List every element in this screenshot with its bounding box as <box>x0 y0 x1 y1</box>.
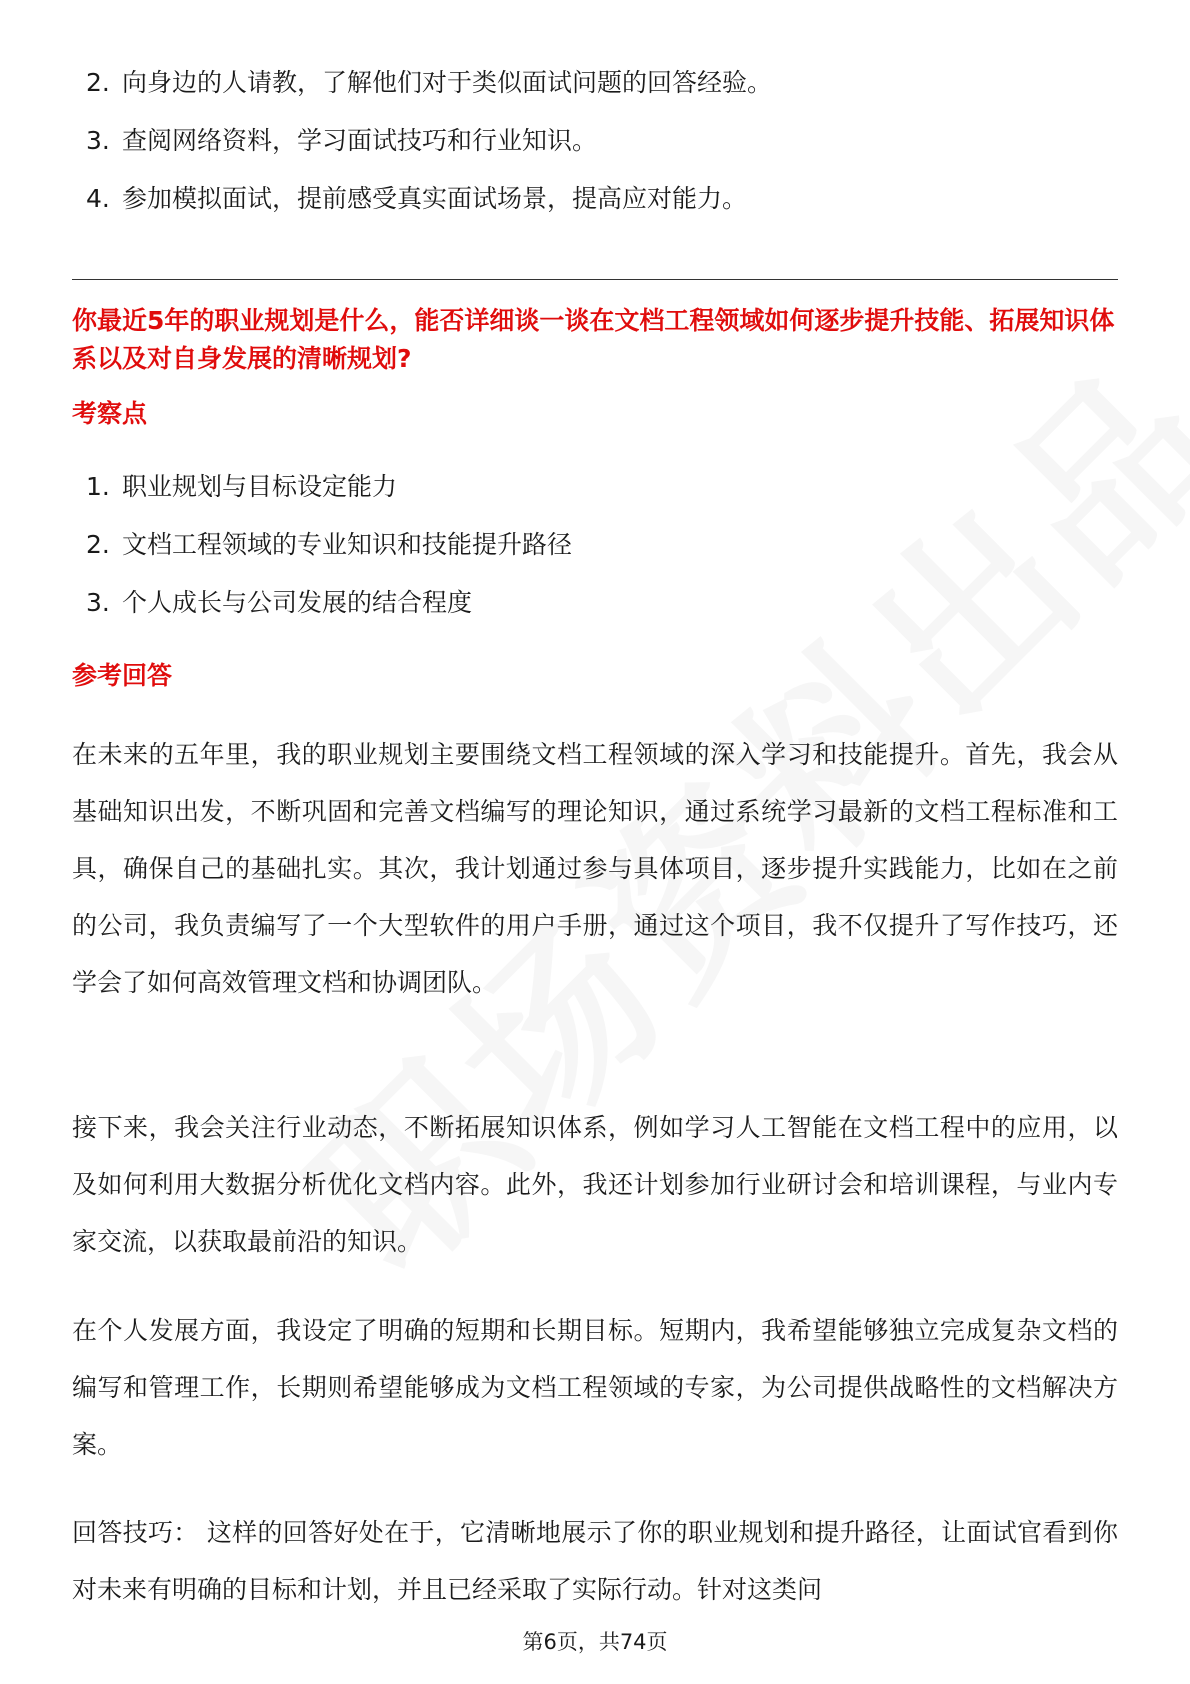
list-item <box>72 528 572 586</box>
answer-tips-paragraph: 回答技巧： 这样的回答好处在于，它清晰地展示了你的职业规划和提升路径，让面试官看到你对未来有明确的目标和计划，并且已经采取了实际行动。针对这类问 <box>72 1518 1118 1604</box>
list-item <box>72 586 572 644</box>
list-item-text: 职业规划与目标设定能力 <box>122 472 398 501</box>
exam-points-list <box>72 470 572 644</box>
list-item <box>72 124 772 182</box>
section-divider <box>72 279 1118 280</box>
reference-answer-heading: 参考回答 <box>72 661 173 690</box>
list-item-number: 3. <box>86 126 110 155</box>
document-page <box>72 0 1118 1684</box>
interview-question: 你最近5年的职业规划是什么，能否详细谈一谈在文档工程领域如何逐步提升技能、拓展知识体系以及对自身发展的清晰规划? <box>72 306 1115 373</box>
answer-paragraph: 在未来的五年里，我的职业规划主要围绕文档工程领域的深入学习和技能提升。首先，我会从基础知识出发，不断巩固和完善文档编写的理论知识，通过系统学习最新的文档工程标准和工具，确保自己的基础扎实。其次，我计划通过参与具体项目，逐步提升实践能力，比如在之前的公司，我负责编写了一个大型软件的用户手册，通过这个项目，我不仅提升了写作技巧，还学会了如何高效管理文档和协调团队。 <box>72 740 1118 997</box>
list-item <box>72 182 772 240</box>
answer-paragraph: 在个人发展方面，我设定了明确的短期和长期目标。短期内，我希望能够独立完成复杂文档的编写和管理工作，长期则希望能够成为文档工程领域的专家，为公司提供战略性的文档解决方案。 <box>72 1316 1118 1459</box>
list-item-number: 1. <box>86 472 110 501</box>
list-item <box>72 66 772 124</box>
page-number-footer: 第6页，共74页 <box>522 1630 668 1654</box>
list-item-text: 查阅网络资料，学习面试技巧和行业知识。 <box>122 126 598 155</box>
list-item <box>72 470 572 528</box>
list-item-text: 向身边的人请教，了解他们对于类似面试问题的回答经验。 <box>122 68 773 97</box>
list-item-number: 2. <box>86 68 110 97</box>
list-item-text: 参加模拟面试，提前感受真实面试场景，提高应对能力。 <box>122 184 748 213</box>
tips-list <box>72 66 772 240</box>
list-item-text: 个人成长与公司发展的结合程度 <box>122 588 473 617</box>
list-item-number: 4. <box>86 184 110 213</box>
exam-points-heading: 考察点 <box>72 399 148 428</box>
list-item-number: 2. <box>86 530 110 559</box>
list-item-number: 3. <box>86 588 110 617</box>
answer-paragraph: 接下来，我会关注行业动态，不断拓展知识体系，例如学习人工智能在文档工程中的应用，以及如何利用大数据分析优化文档内容。此外，我还计划参加行业研讨会和培训课程，与业内专家交流，以获取最前沿的知识。 <box>72 1113 1118 1256</box>
list-item-text: 文档工程领域的专业知识和技能提升路径 <box>122 530 573 559</box>
